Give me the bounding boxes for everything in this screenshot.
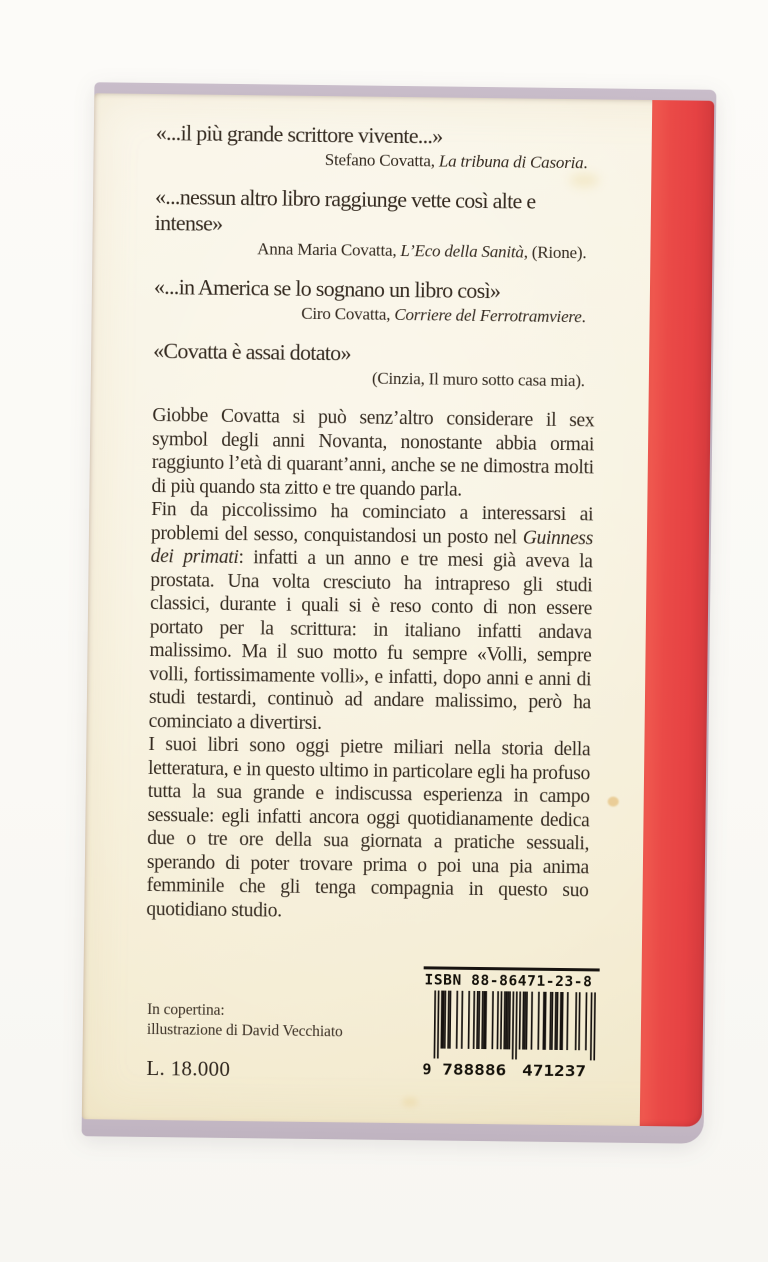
cover-credit-line1: In copertina: bbox=[147, 1000, 225, 1019]
attribution-source: Corriere del Ferrotramviere bbox=[394, 304, 582, 327]
ean-first-digit: 9 bbox=[422, 1059, 432, 1078]
attribution-source: La tribuna di Casoria bbox=[438, 151, 584, 173]
ean-right-group: 471237 bbox=[522, 1061, 577, 1080]
review-attribution-4 bbox=[153, 366, 595, 391]
ean-barcode bbox=[422, 990, 599, 1080]
attribution-suffix: . bbox=[583, 153, 588, 173]
review-attribution-2 bbox=[154, 238, 596, 263]
attribution-name: (Cinzia, Il muro sotto casa mia). bbox=[371, 368, 585, 391]
review-attribution-3 bbox=[154, 302, 596, 327]
attribution-suffix: , (Rione). bbox=[523, 242, 587, 263]
bio-paragraph-2 bbox=[149, 498, 594, 738]
attribution-source: L’Eco della Sanità bbox=[400, 240, 524, 262]
cover-credit-line2: illustrazione di David Vecchiato bbox=[146, 1020, 343, 1041]
book-back-cover bbox=[82, 82, 717, 1144]
bio-text: Fin da piccolissimo ha cominciato a interessarsi ai problemi del sesso, conquistandosi un posto nel bbox=[150, 498, 594, 549]
price-label: L. 18.000 bbox=[146, 1055, 231, 1081]
review-quote-4: «Covatta è assai dotato» bbox=[153, 337, 351, 366]
review-attribution-1 bbox=[155, 148, 597, 173]
stain-mark bbox=[608, 797, 619, 807]
back-cover-surface bbox=[82, 93, 714, 1126]
spine-red-stripe bbox=[640, 100, 715, 1127]
author-bio bbox=[146, 404, 594, 926]
isbn-top-rule bbox=[424, 966, 600, 971]
isbn-block bbox=[422, 966, 599, 1080]
attribution-name: Anna Maria Covatta, bbox=[257, 239, 401, 260]
stain-mark bbox=[402, 1097, 418, 1107]
ean-left-group: 788886 bbox=[442, 1060, 497, 1079]
bio-paragraph-3: I suoi libri sono oggi pietre miliari nella storia della letteratura, e in questo ultimo in particolare egli ha profuso tutta la sua grande e indiscussa esperienza in campo sessuale: egli infatti ancora oggi quotidianamente dedica due o tre ore della sua giornata a pratiche sessuali, sperando di poter trovare prima o poi una pia anima femminile che gli tenga compagnia in questo suo quotidiano studio. bbox=[146, 733, 591, 922]
attribution-name: Ciro Covatta, bbox=[301, 303, 395, 324]
isbn-number-label: ISBN 88-86471-23-8 bbox=[424, 971, 593, 990]
attribution-suffix: . bbox=[581, 307, 586, 327]
cover-credit bbox=[147, 1000, 343, 1042]
bio-italic-title: Guinness dei primati bbox=[150, 527, 594, 569]
cover-text-block bbox=[146, 120, 598, 926]
bio-text: : infatti a un anno e tre mesi già aveva la prostata. Una volta cresciuto ha intrapreso gli studi classici, durante i quali si è reso conto di non essere portato per la scrittura: in italiano infatti andava malissimo. Ma il suo motto fu sempre «Volli, sempre volli, fortissimamente volli», e infatti, dopo anni e anni di studi testardi, continuò ad andare malissimo, però ha cominciato a divertirsi. bbox=[148, 547, 593, 734]
review-quote-2: «...nessun altro libro raggiunge vette così alte e intense» bbox=[154, 183, 536, 236]
bio-paragraph-1: Giobbe Covatta si può senz’altro considerare il sex symbol degli anni Novanta, nonostante abbia ormai raggiunto l’età di quarant’anni, anche se ne dimostra molti di più quando sta zitto e tre quando parla. bbox=[151, 404, 595, 501]
ean-bars bbox=[434, 990, 596, 1060]
attribution-name: Stefano Covatta, bbox=[324, 150, 439, 171]
review-quote-3: «...in America se lo sognano un libro così» bbox=[153, 273, 501, 304]
review-quote-1: «...il più grande scrittore vivente...» bbox=[155, 119, 443, 149]
